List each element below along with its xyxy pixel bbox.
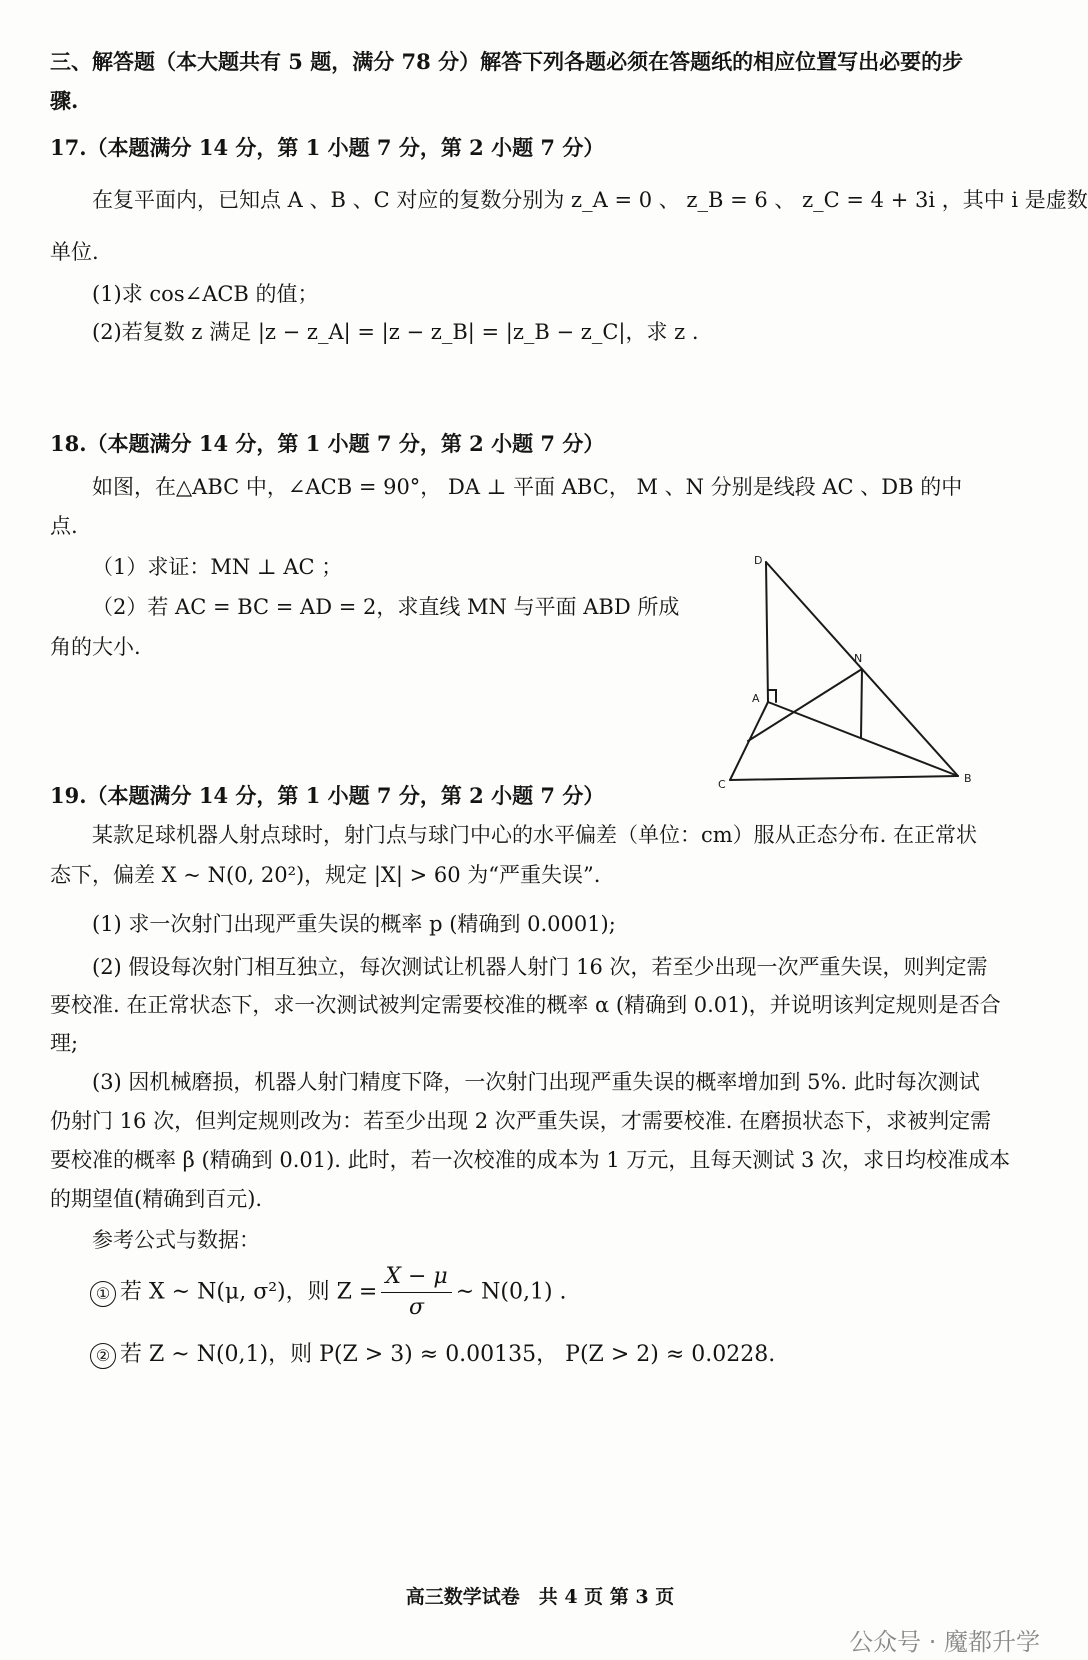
- q19-part2-line2: 要校准. 在正常状态下，求一次测试被判定需要校准的概率 α (精确到 0.01)，并说明该判定规则是否合: [50, 993, 1001, 1017]
- q17-header: 17.（本题满分 14 分，第 1 小题 7 分，第 2 小题 7 分）: [50, 135, 605, 160]
- q19-part3-line2: 仍射门 16 次，但判定规则改为：若至少出现 2 次严重失误，才需要校准. 在磨损状态下，求被判定需: [50, 1109, 992, 1133]
- q19-part3-line4: 的期望值(精确到百元).: [50, 1187, 263, 1211]
- q18-part2-line2: 角的大小.: [50, 635, 141, 659]
- page-footer: 高三数学试卷 共 4 页 第 3 页: [405, 1586, 675, 1608]
- section-heading-line2: 骤.: [50, 88, 79, 113]
- q19-reference-2: [90, 1340, 775, 1370]
- label-N: N: [854, 652, 863, 665]
- ref2-text: 若 Z ~ N(0,1)，则 P(Z > 3) ≈ 0.00135， P(Z > 2) ≈ 0.0228.: [120, 1342, 776, 1367]
- segment-MN: [748, 669, 862, 741]
- q19-reference-title: 参考公式与数据：: [92, 1228, 260, 1252]
- tetrahedron-figure: [720, 550, 1010, 820]
- section-heading-line1: 三、解答题（本大题共有 5 题，满分 78 分）解答下列各题必须在答题纸的相应位置写出必要的步: [50, 49, 964, 74]
- q17-part1: (1)求 cos∠ACB 的值；: [92, 282, 319, 306]
- right-angle-mark: [768, 690, 776, 702]
- ref1-suffix: ~ N(0,1) .: [455, 1279, 567, 1305]
- label-B: B: [964, 772, 972, 785]
- marker-1: ①: [90, 1281, 116, 1307]
- q17-stem-line1: 在复平面内，已知点 A 、B 、C 对应的复数分别为 z_A = 0 、 z_B = 6 、 z_C = 4 + 3i ，其中 i 是虚数: [92, 188, 1088, 212]
- ref1-fraction: [381, 1262, 451, 1323]
- label-C: C: [718, 778, 726, 791]
- q19-part2-line1: (2) 假设每次射门相互独立，每次测试让机器人射门 16 次，若至少出现一次严重失误，则判定需: [92, 955, 988, 979]
- q19-stem-line2: 态下，偏差 X ~ N(0, 20²)，规定 |X| > 60 为“严重失误”.: [50, 863, 601, 887]
- q18-stem-line1: 如图，在△ABC 中，∠ACB = 90°， DA ⊥ 平面 ABC， M 、N 分别是线段 AC 、DB 的中: [92, 475, 963, 499]
- ref1-prefix: 若 X ~ N(μ, σ²)，则 Z =: [120, 1279, 378, 1305]
- q17-stem-line2: 单位.: [50, 240, 99, 264]
- q18-header: 18.（本题满分 14 分，第 1 小题 7 分，第 2 小题 7 分）: [50, 431, 605, 456]
- q19-part3-line1: (3) 因机械磨损，机器人射门精度下降，一次射门出现严重失误的概率增加到 5%. 此时每次测试: [92, 1070, 980, 1094]
- ref1-denominator: σ: [409, 1295, 425, 1320]
- label-D: D: [754, 554, 763, 567]
- q18-part1: （1）求证：MN ⊥ AC ；: [92, 555, 343, 579]
- q19-reference-1: [90, 1262, 567, 1323]
- q19-part3-line3: 要校准的概率 β (精确到 0.01). 此时，若一次校准的成本为 1 万元，且每天测试 3 次，求日均校准成本: [50, 1148, 1011, 1172]
- marker-2: ②: [90, 1343, 116, 1369]
- q18-part2-line1: （2）若 AC = BC = AD = 2，求直线 MN 与平面 ABD 所成: [92, 595, 680, 619]
- q19-part2-line3: 理;: [50, 1031, 79, 1055]
- watermark: 公众号 · 魔都升学: [849, 1628, 1040, 1656]
- q18-stem-line2: 点.: [50, 514, 78, 538]
- ref1-numerator: X − μ: [381, 1262, 451, 1293]
- q17-part2: (2)若复数 z 满足 |z − z_A| = |z − z_B| = |z_B − z_C|，求 z .: [92, 320, 699, 344]
- edge-DA: [766, 562, 768, 702]
- edge-CB: [730, 776, 958, 780]
- q19-header: 19.（本题满分 14 分，第 1 小题 7 分，第 2 小题 7 分）: [50, 783, 605, 808]
- edge-AB: [768, 702, 958, 776]
- q19-part1: (1) 求一次射门出现严重失误的概率 p (精确到 0.0001);: [92, 912, 616, 936]
- label-A: A: [752, 692, 760, 705]
- segment-N-perp: [861, 669, 862, 738]
- q19-stem-line1: 某款足球机器人射点球时，射门点与球门中心的水平偏差（单位：cm）服从正态分布. 在正常状: [92, 823, 978, 847]
